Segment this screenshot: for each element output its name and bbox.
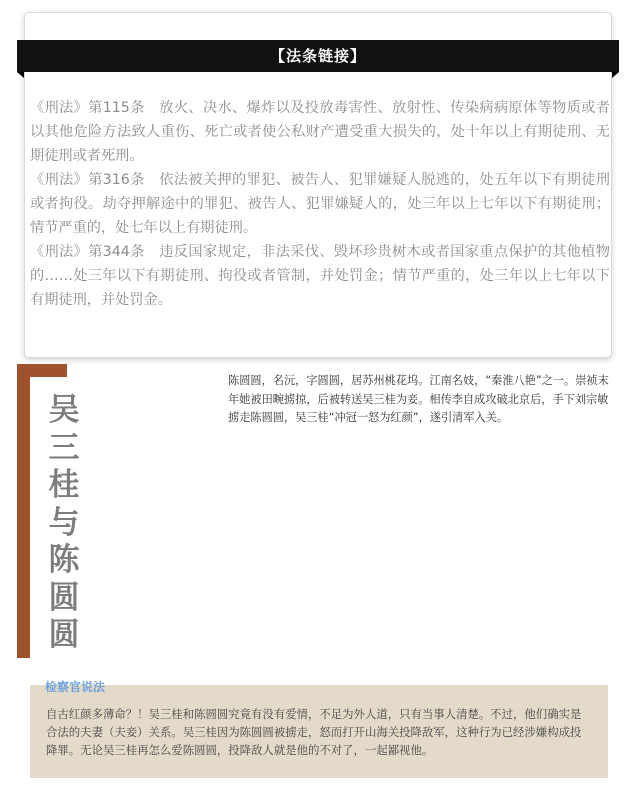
prosecutor-note-label: 检察官说法 — [45, 680, 106, 694]
story-title-char: 桂 — [48, 467, 80, 503]
story-title-char: 陈 — [48, 542, 80, 578]
story-title — [38, 392, 90, 655]
law-paragraph-115: 《刑法》第115条 放火、决水、爆炸以及投放毒害性、放射性、传染病病原体等物质或者以其他危险方法致人重伤、死亡或者使公私财产遭受重大损失的，处十年以上有期徒刑、无期徒刑或者死刑。 — [30, 100, 610, 164]
story-title-char: 吴 — [48, 392, 80, 428]
law-paragraph-316: 《刑法》第316条 依法被关押的罪犯、被告人、犯罪嫌疑人脱逃的，处五年以下有期徒刑或者拘役。劫夺押解途中的罪犯、被告人、犯罪嫌疑人的，处三年以上七年以下有期徒刑；情节严重的，处七年以上有期徒刑。 — [30, 172, 610, 236]
story-title-char: 与 — [48, 504, 80, 541]
story-bio: 陈圆圆，名沅，字圆圆，居苏州桃花坞。江南名妓，“秦淮八艳”之一。崇祯末年她被田畹掳掠，后被转送吴三桂为妾。相传李自成攻破北京后，手下刘宗敏掳走陈圆圆，吴三桂“冲冠一怒为红颜”，遂引清军入关。 — [228, 374, 609, 424]
law-banner: 【法条链接】 — [17, 40, 619, 72]
law-paragraph-344: 《刑法》第344条 违反国家规定，非法采伐、毁坏珍贵树木或者国家重点保护的其他植物的……处三年以下有期徒刑、拘役或者管制，并处罚金；情节严重的，处三年以上七年以下有期徒刑，并处罚金。 — [30, 244, 610, 308]
prosecutor-note-text: 自古红颜多薄命？！吴三桂和陈圆圆究竟有没有爱情，不足为外人道，只有当事人清楚。不过，他们确实是合法的夫妻（夫妾）关系。吴三桂因为陈圆圆被掳走，怒而打开山海关投降敌军，这种行为已经涉嫌构成投降罪。无论吴三桂再怎么爱陈圆圆，投降敌人就是他的不对了，一起鄙视他。 — [46, 707, 582, 757]
story-title-char: 圆 — [48, 617, 80, 653]
prosecutor-note-box — [30, 685, 608, 778]
story-title-char: 圆 — [48, 579, 80, 616]
story-title-char: 三 — [48, 429, 80, 466]
law-text-block — [30, 96, 610, 312]
